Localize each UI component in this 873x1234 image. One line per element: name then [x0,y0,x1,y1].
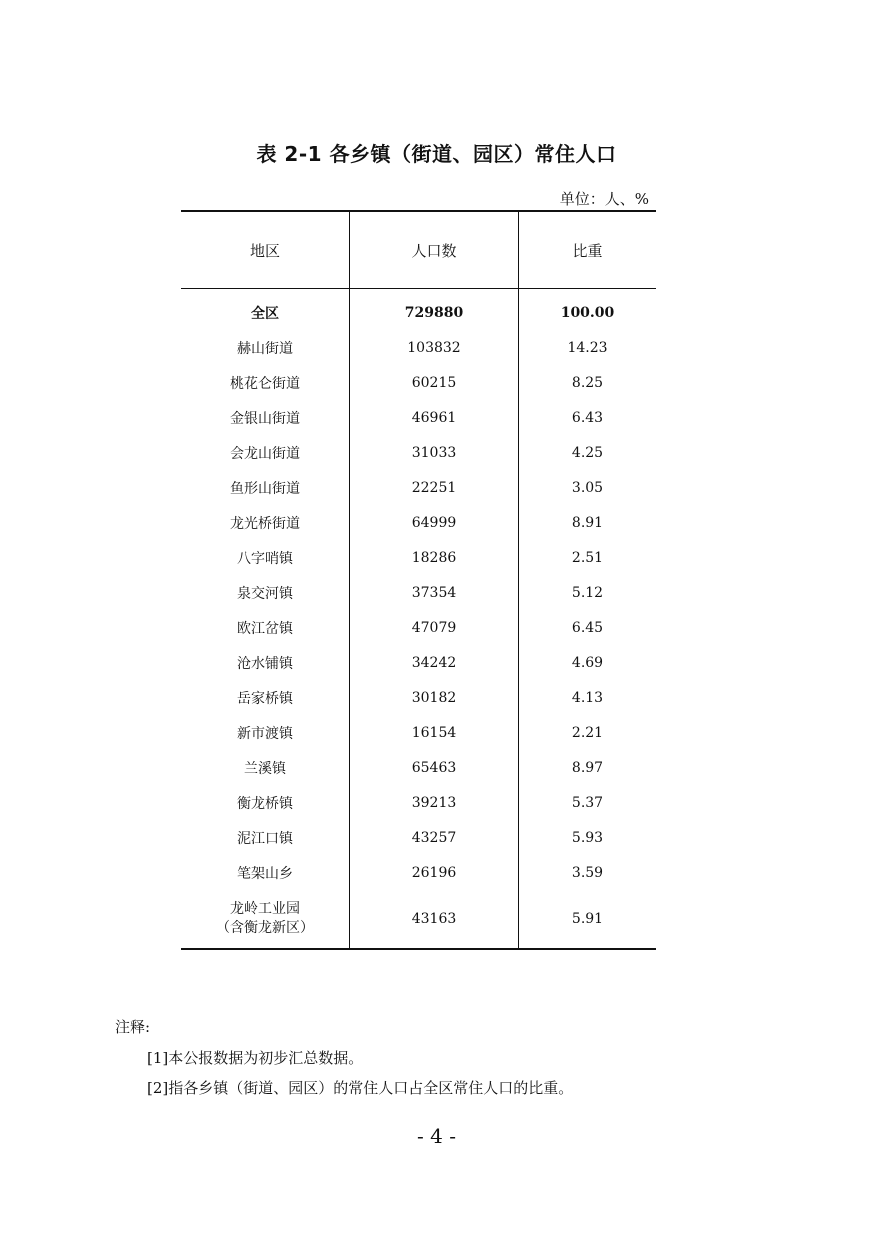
notes-title: 注释: [115,1018,151,1036]
header-population: 人口数 [350,211,519,289]
cell-population: 46961 [350,400,519,435]
cell-region: 泥江口镇 [181,820,350,855]
note-item: [1]本公报数据为初步汇总数据。 [147,1049,364,1067]
cell-share: 2.51 [571,549,604,566]
cell-share: 5.12 [571,584,604,601]
cell-population: 47079 [350,610,519,645]
cell-share: 4.69 [571,654,604,671]
cell-region: 兰溪镇 [181,750,350,785]
cell-share: 3.59 [571,864,604,881]
cell-population: 31033 [350,435,519,470]
cell-region: 赫山街道 [181,330,350,365]
cell-share: 5.37 [571,794,604,811]
note-item: [2]指各乡镇（街道、园区）的常住人口占全区常住人口的比重。 [147,1079,574,1097]
cell-population: 18286 [350,540,519,575]
cell-population: 30182 [350,680,519,715]
cell-region: 沧水铺镇 [181,645,350,680]
cell-share: 2.21 [571,724,604,741]
cell-share: 100.00 [560,304,615,321]
cell-share: 4.13 [571,689,604,706]
cell-population: 60215 [350,365,519,400]
cell-share: 5.91 [519,890,657,949]
table-row-total [181,289,656,331]
cell-share: 8.25 [571,374,604,391]
cell-region-line1: 龙岭工业园 [230,901,300,918]
cell-region: 八字哨镇 [181,540,350,575]
table-row [181,645,656,680]
cell-population: 43163 [350,890,519,949]
cell-population: 64999 [350,505,519,540]
cell-region-line2: （含衡龙新区） [216,920,314,936]
cell-region: 鱼形山街道 [181,470,350,505]
cell-region: 欧江岔镇 [181,610,350,645]
table-row [181,785,656,820]
header-region: 地区 [181,211,350,289]
cell-share: 3.05 [571,479,604,496]
table-row [181,610,656,645]
cell-region: 岳家桥镇 [181,680,350,715]
table-row [181,575,656,610]
cell-region: 龙光桥街道 [181,505,350,540]
table-row [181,505,656,540]
unit-label: 单位：人、% [559,190,649,208]
table-row [181,715,656,750]
cell-population: 39213 [350,785,519,820]
notes [115,1016,573,1107]
table-row [181,750,656,785]
cell-population: 34242 [350,645,519,680]
cell-population: 729880 [350,289,519,331]
table-row [181,400,656,435]
cell-region: 笔架山乡 [181,855,350,890]
cell-population: 103832 [350,330,519,365]
cell-region: 金银山街道 [181,400,350,435]
header-share: 比重 [519,211,657,289]
cell-share: 8.91 [571,514,604,531]
table-title: 表 2-1 各乡镇（街道、园区）常住人口 [256,142,617,166]
cell-share: 4.25 [571,444,604,461]
table-row [181,435,656,470]
table-row [181,470,656,505]
cell-population: 37354 [350,575,519,610]
cell-population: 22251 [350,470,519,505]
population-table [181,210,656,950]
cell-population: 26196 [350,855,519,890]
cell-population: 16154 [350,715,519,750]
cell-population: 43257 [350,820,519,855]
table-row [181,680,656,715]
table-row [181,540,656,575]
cell-share: 8.97 [571,759,604,776]
cell-region: 衡龙桥镇 [181,785,350,820]
table-row [181,365,656,400]
table-row [181,330,656,365]
cell-region: 全区 [181,289,350,331]
cell-region [181,890,350,949]
cell-region: 新市渡镇 [181,715,350,750]
table-row [181,855,656,890]
table-row [181,820,656,855]
cell-share: 5.93 [571,829,604,846]
cell-population: 65463 [350,750,519,785]
cell-region: 会龙山街道 [181,435,350,470]
cell-region: 泉交河镇 [181,575,350,610]
cell-region: 桃花仑街道 [181,365,350,400]
table-header-row [181,211,656,289]
cell-share: 14.23 [567,339,608,356]
cell-share: 6.45 [571,619,604,636]
page-number: - 4 - [417,1124,456,1148]
table-row-last [181,890,656,949]
cell-share: 6.43 [571,409,604,426]
